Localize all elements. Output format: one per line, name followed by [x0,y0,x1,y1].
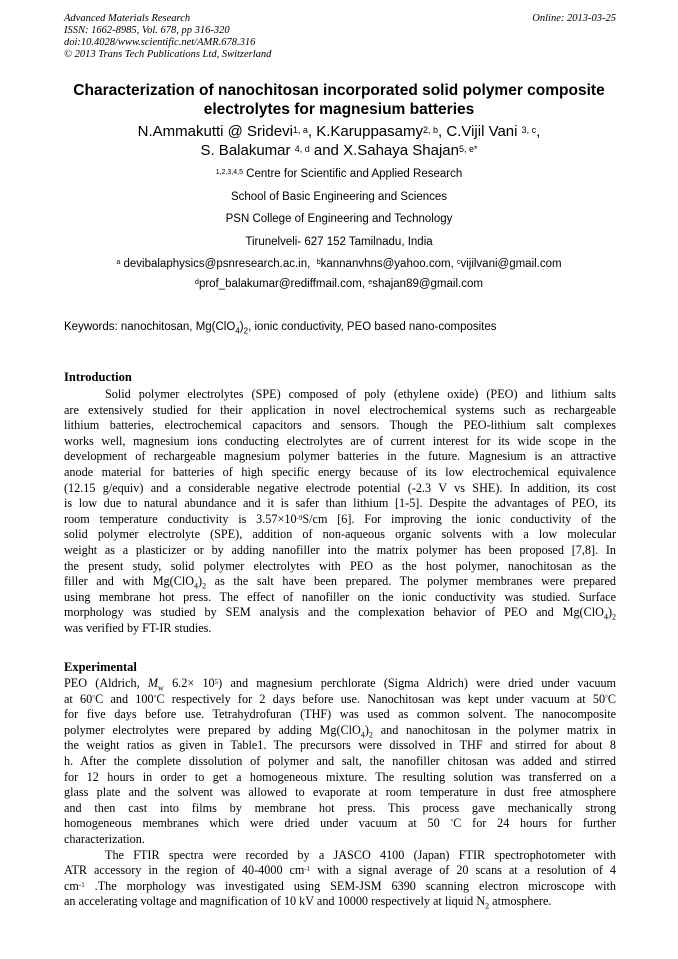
text-line: polymer electrolytes were prepared by adding $Mg(ClO_4)_2$ and nanochitosan in the polymer matrix in [64,722,616,739]
text-line: lithium batteries, electrochemical capacitors and sensors. Though the PEO-lithium salt complexes [64,418,616,433]
text-line: characterization. [64,831,145,846]
text-line: at 60°C and 100°C respectively for 2 days before use. Nanochitosan was kept under vacuum at 50°C [64,691,616,706]
text-line: The FTIR spectra were recorded by a JASCO 4100 (Japan) FTIR spectrophotometer with [105,847,616,862]
author-line: S. Balakumar $^{4, d}$ and X.Sahaya Shajan$^{5, e*}$ [200,142,478,159]
text-line: solid polymer electrolyte (SPE), addition of non-aqueous organic solvents with a low molecular [64,527,616,542]
text-line: are extensively studied for their application in novel electrochemical systems such as rechargeable [64,402,616,417]
text-line: $cm^{-1}$ .The morphology was investigated using SEM-JSM 6390 scanning electron microscope with [64,878,616,893]
text-line: (12.15 g/equiv) and a considerable negative electrode potential (-2.3 V vs SHE). In addition, its cost [64,480,616,495]
affiliation-college: PSN College of Engineering and Technology [225,213,453,225]
text-line: the weight ratios as given in Table1. The precursors were dissolved in THF and stirred for about 8 [64,738,616,753]
text-line: development of rechargeable magnesium polymer batteries in the future. Magnesium is an attractive [64,449,616,464]
text-line: PEO (Aldrich, $M_w$ $6.2\times 10^5$) and magnesium perchlorate (Sigma Aldrich) were dried under vacuum [64,676,616,692]
author-emails: $^d$prof_balakumar@rediffmail.com, $^e$shajan89@gmail.com [195,278,483,290]
paper-title-line: electrolytes for magnesium batteries [203,101,475,118]
text-line: for five days before use. Tetrahydrofuran (THF) was used as common solvent. The nanocomposite [64,707,616,722]
text-line: anode material for batteries of high specific energy because of its low electrochemical equivalence [64,464,616,479]
journal-header [64,13,616,61]
introduction-paragraph [64,387,616,637]
keywords: Keywords: nanochitosan, $Mg(ClO_4)_2$, ionic conductivity, PEO based nano-composites [64,321,497,336]
text-line: morphology was studied by SEM analysis and the complexation behavior of PEO and $Mg(ClO_4)_2$ [64,605,616,621]
section-heading-introduction: Introduction [64,370,132,384]
journal-copyright: © 2013 Trans Tech Publications Ltd, Switzerland [64,49,272,60]
author-emails: $^a$ devibalaphysics@psnresearch.ac.in, $^b$kannanvhns@yahoo.com, $^c$vijilvani@gmail.com [116,258,562,270]
author-line: N.Ammakutti @ Sridevi$^{1, a}$, K.Karuppasamy$^{2, b}$, C.Vijil Vani $^{3, c}$, [137,123,541,140]
journal-issn: ISSN: 1662-8985, Vol. 678, pp 316-320 [64,25,230,36]
text-line: homogeneous membranes which were dried under vacuum at 50 °C for 24 hours for further [64,816,616,831]
journal-name: Advanced Materials Research [64,13,191,24]
experimental-paragraph [64,676,616,910]
text-line: room temperature conductivity is $3.57\times 10^{-9}S/cm$ [6]. For improving the ionic conductivity of the [64,511,616,526]
text-line: using membrane hot press. The effect of nanofiller on the ionic conductivity was studied. Surface [64,589,616,604]
text-line: and then cast into films by membrane hot press. This process gave mechanically strong [64,800,616,815]
text-line: is low due to natural abundance and it is safer than lithium [1-5]. Despite the advantages of PEO, its [64,496,616,511]
paper-title [40,81,638,119]
author-list [40,122,638,160]
journal-doi: doi:10.4028/www.scientific.net/AMR.678.316 [64,37,256,48]
affiliation-address: Tirunelveli- 627 152 Tamilnadu, India [245,236,433,248]
affiliation-centre: $^{1,2,3,4,5}$ Centre for Scientific and Applied Research [215,168,463,180]
text-line: for 12 hours in order to get a homogeneous mixture. The resulting solution was transferred on a [64,769,616,784]
text-line: glass plate and the solvent was allowed to evaporate at room temperature in dust free atmosphere [64,785,616,800]
text-line: an accelerating voltage and magnification of 10 kV and 10000 respectively at liquid $N_2$ atmosphere. [64,894,552,910]
text-line: was verified by FT-IR studies. [64,620,212,635]
text-line: Solid polymer electrolytes (SPE) composed of poly (ethylene oxide) (PEO) and lithium salts [105,387,616,401]
text-line: the present study, solid polymer electrolytes with PEO as the host polymer, nanochitosan as the [64,558,616,573]
paper-title-line: Characterization of nanochitosan incorporated solid polymer composite [73,82,605,99]
text-line: filler and with $Mg(ClO_4)_2$ as the salt have been prepared. The polymer membranes were prepared [64,574,616,590]
text-line: h. After the complete dissolution of polymer and salt, the nanofiller chitosan was added and stirred [64,753,616,768]
text-line: works well, magnesium ions conducting electrolytes are of current interest for its wide scope in the [64,433,616,448]
text-line: ATR accessory in the region of 40-4000 $cm^{-1}$ with a signal average of 20 scans at a resolution of 4 [64,863,616,878]
text-line: weight as a plasticizer or by adding nanofiller into the matrix polymer has been proposed [7,8]. In [64,542,616,557]
online-date: Online: 2013-03-25 [532,13,616,24]
section-heading-experimental: Experimental [64,660,137,674]
affiliation-school: School of Basic Engineering and Sciences [230,191,448,203]
